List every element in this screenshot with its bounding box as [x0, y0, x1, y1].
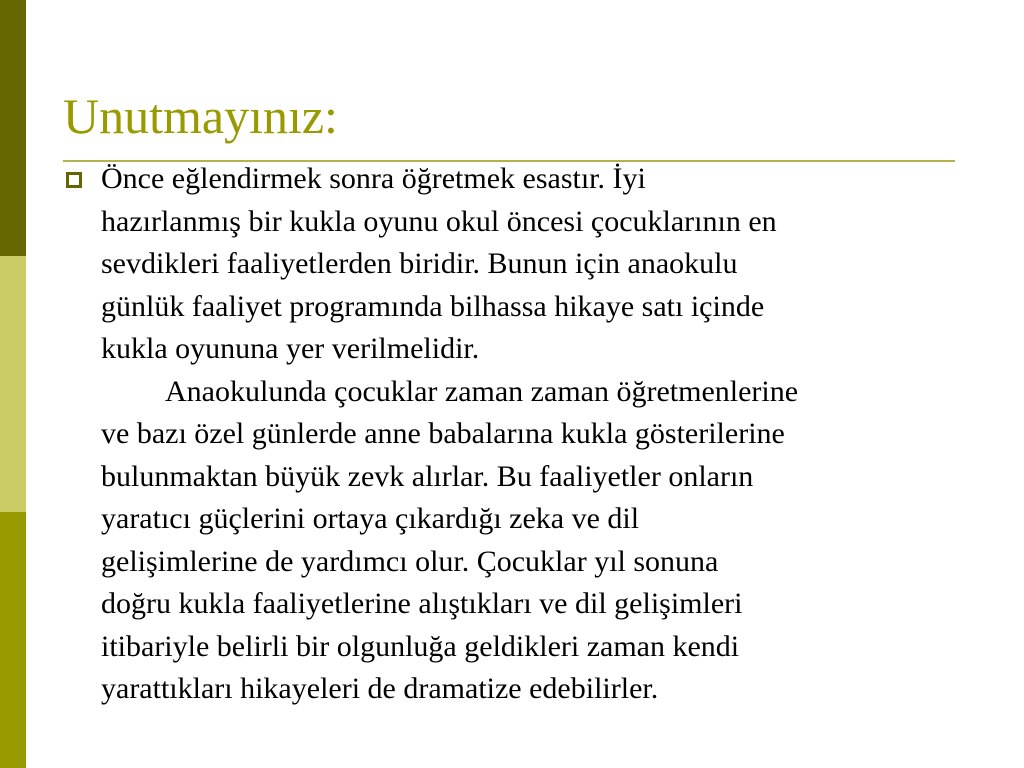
body-line: itibariyle belirli bir olgunluğa geldikleri zaman kendi	[101, 629, 740, 663]
body-line: gelişimlerine de yardımcı olur. Çocuklar yıl sonuna	[101, 544, 719, 578]
body-line: doğru kukla faaliyetlerine alıştıkları ve dil gelişimleri	[101, 587, 743, 620]
body-line: bulunmaktan büyük zevk alırlar. Bu faaliyetler onların	[101, 459, 754, 493]
body-line: kukla oyununa yer verilmelidir.	[101, 332, 480, 365]
body-line: yaratıcı güçlerini ortaya çıkardığı zeka ve dil	[101, 502, 640, 535]
sidebar-bottom-block	[0, 512, 26, 768]
body-line: yarattıkları hikayeleri de dramatize edebilirler.	[101, 672, 659, 705]
sidebar-middle-block	[0, 256, 26, 512]
body-line: günlük faaliyet programında bilhassa hikaye satı içinde	[101, 289, 765, 323]
hollow-square-bullet-icon	[66, 172, 82, 188]
body-line: sevdikleri faaliyetlerden biridir. Bunun için anaokulu	[101, 247, 738, 280]
body-line: Önce eğlendirmek sonra öğretmek esastır. İyi	[101, 162, 646, 195]
body-line: ve bazı özel günlerde anne babalarına kukla gösterilerine	[101, 417, 785, 450]
sidebar-top-block	[0, 0, 26, 256]
slide-title: Unutmayınız:	[63, 88, 338, 144]
body-text	[101, 158, 1019, 711]
body-line: hazırlanmış bir kukla oyunu okul öncesi çocuklarının en	[101, 204, 777, 238]
body-line-indented: Anaokulunda çocuklar zaman zaman öğretmenlerine	[165, 374, 799, 408]
